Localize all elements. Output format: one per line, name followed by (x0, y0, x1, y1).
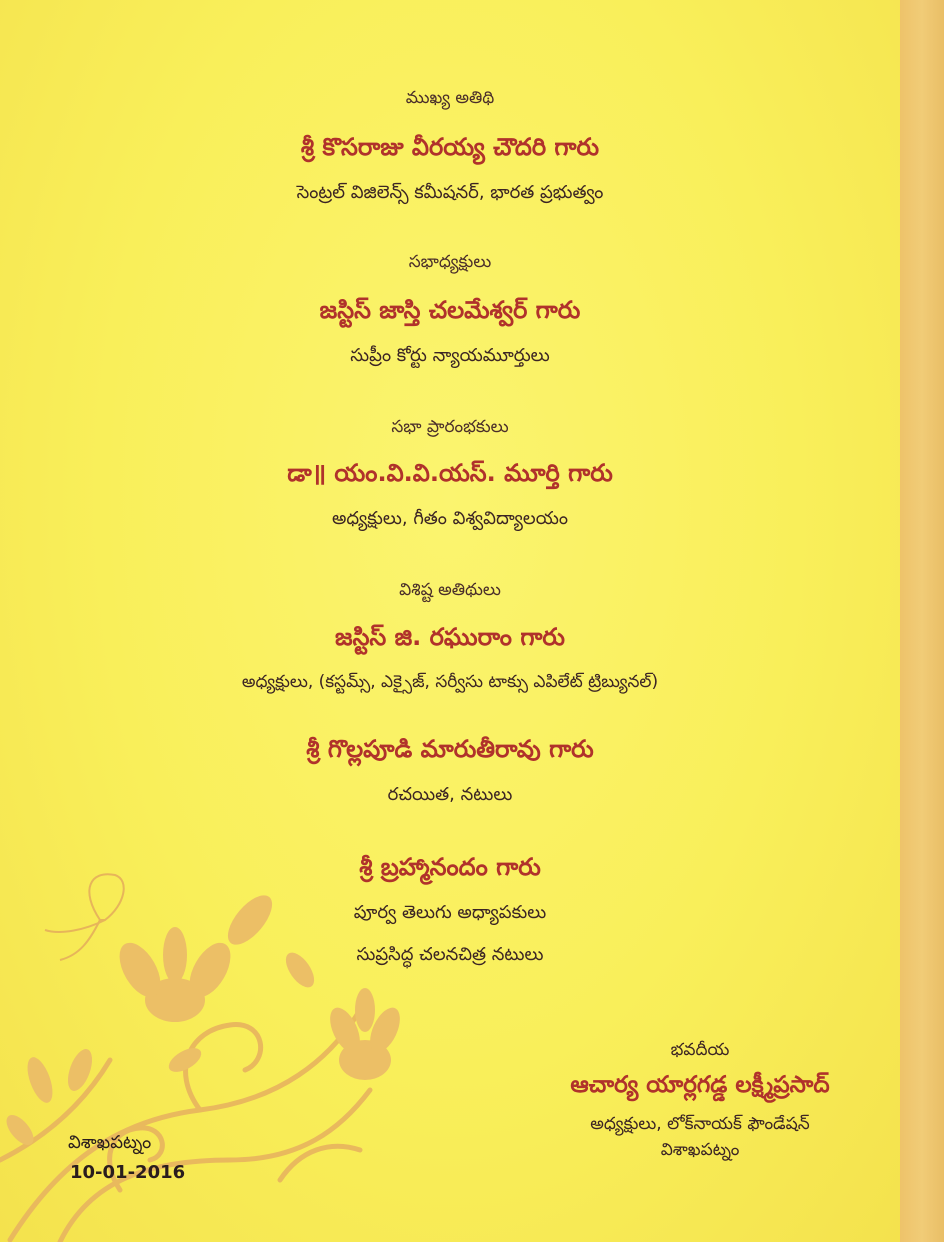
president-role: సభాధ్యక్షులు (408, 252, 492, 272)
footer-date: 10-01-2016 (70, 1162, 186, 1183)
inaugurator-name: డా॥ యం.వి.వి.యస్. మూర్తి గారు (287, 459, 613, 487)
signature-closing: భవదీయ (670, 1040, 730, 1060)
signature-name: ఆచార్య యార్లగడ్డ లక్ష్మీప్రసాద్ (570, 1072, 830, 1098)
chief-guest-description: సెంట్రల్ విజిలెన్స్ కమీషనర్, భారత ప్రభుత్వం (296, 182, 604, 203)
special-guest-2-name: శ్రీ గొల్లపూడి మారుతీరావు గారు (306, 735, 594, 763)
special-guest-1-name: జస్టిస్ జి. రఘురాం గారు (335, 623, 565, 651)
side-strip (900, 0, 944, 1242)
chief-guest-name: శ్రీ కొసరాజు వీరయ్య చౌదరి గారు (300, 133, 600, 161)
inaugurator-role: సభా ప్రారంభకులు (391, 417, 509, 437)
chief-guest-role: ముఖ్య అతిథి (405, 88, 495, 108)
special-guest-3-name: శ్రీ బ్రహ్మానందం గారు (359, 853, 541, 881)
signature-place: విశాఖపట్నం (660, 1140, 740, 1160)
special-guest-3-line-1: పూర్వ తెలుగు అధ్యాపకులు (353, 902, 547, 923)
footer-place: విశాఖపట్నం (68, 1132, 152, 1153)
special-guest-2-line: రచయిత, నటులు (387, 784, 513, 805)
president-name: జస్టిస్ జాస్తి చలమేశ్వర్ గారు (319, 296, 581, 324)
special-guests-role: విశిష్ట అతిథులు (399, 580, 501, 600)
signature-title: అధ్యక్షులు, లోక్‌నాయక్ ఫౌండేషన్ (590, 1114, 810, 1134)
special-guest-3-line-2: సుప్రసిద్ధ చలనచిత్ర నటులు (356, 944, 544, 965)
special-guest-1-line: అధ్యక్షులు, (కస్టమ్స్, ఎక్సైజ్, సర్వీసు టాక్సు ఎపిలేట్ ట్రిబ్యునల్) (241, 672, 659, 692)
inaugurator-description: అధ్యక్షులు, గీతం విశ్వవిద్యాలయం (332, 508, 568, 529)
president-description: సుప్రీం కోర్టు న్యాయమూర్తులు (350, 345, 550, 366)
